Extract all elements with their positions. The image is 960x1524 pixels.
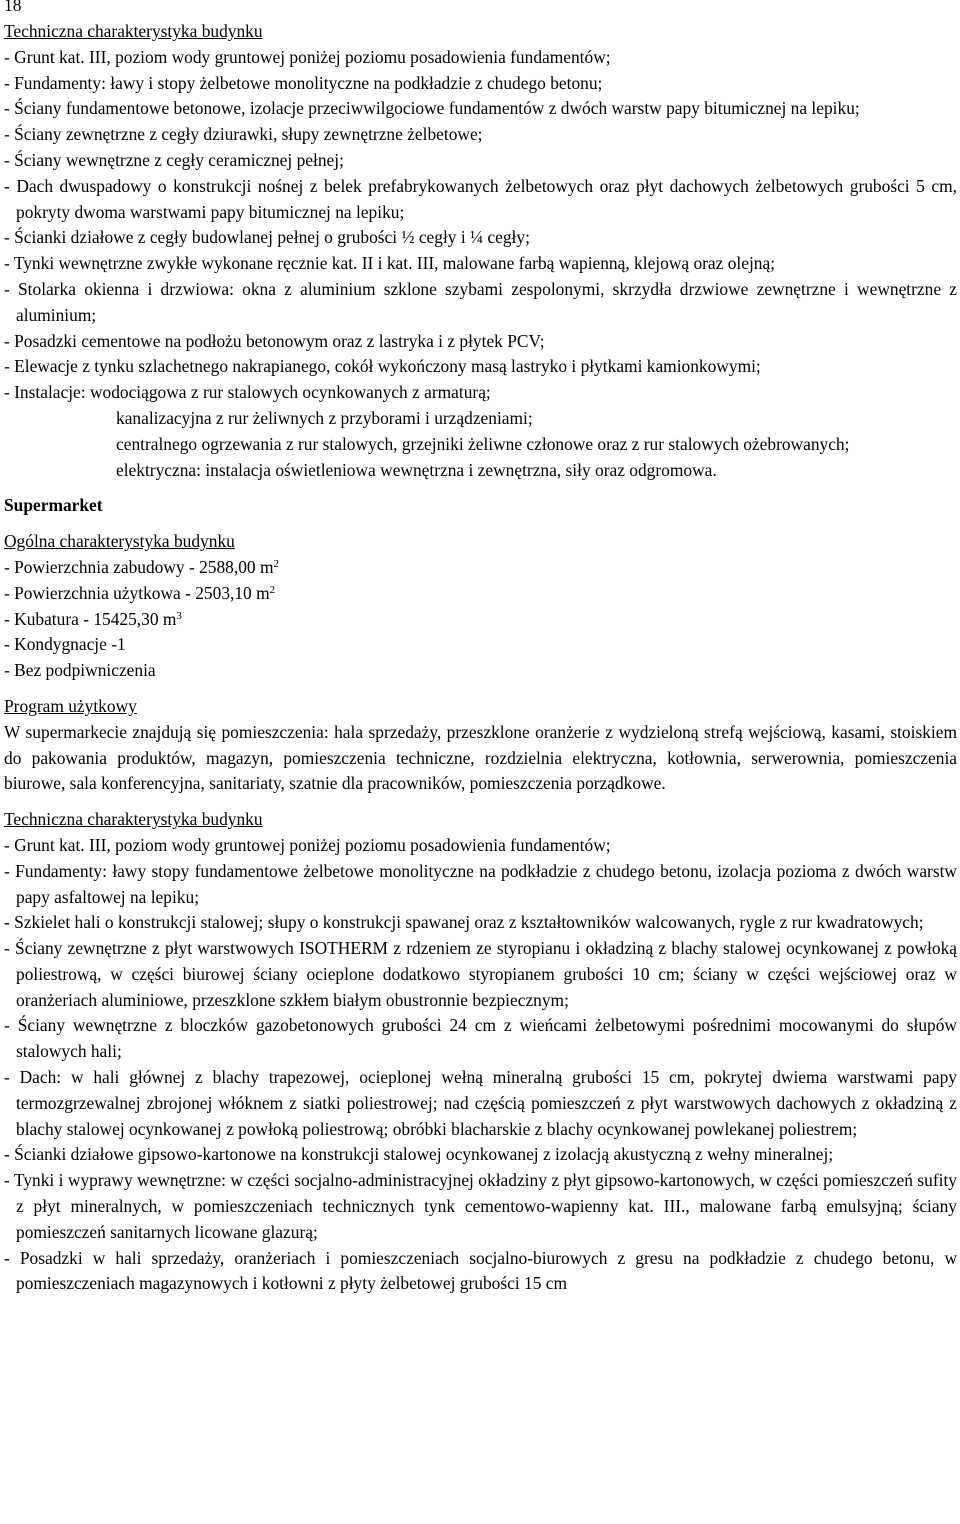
general-heading: Ogólna charakterystyka budynku (4, 531, 235, 552)
installation-line: kanalizacyjna z rur żeliwnych z przyborami i urządzeniami; (116, 407, 533, 428)
superscript: 3 (176, 609, 182, 622)
list-item: - Ściany fundamentowe betonowe, izolacje przeciwwilgociowe fundamentów z dwóch warstw papy bitumicznej na lepiku; (4, 98, 860, 119)
area-usable (4, 581, 957, 607)
installation-line: elektryczna: instalacja oświetleniowa wewnętrzna i zewnętrzna, siły oraz odgromowa. (116, 459, 717, 480)
storeys: - Kondygnacje -1 (4, 634, 126, 655)
list-item: - Posadzki w hali sprzedaży, oranżeriach i pomieszczeniach socjalno-biurowych z gresu na podkładzie z chudego betonu, w pomieszczeniach magazynowych i kotłowni z płyty żelbetowej grubości 15 cm (4, 1247, 957, 1294)
list-item: - Ściany zewnętrzne z płyt warstwowych ISOTHERM z rdzeniem ze styropianu i okładziną z blachy stalowej ocynkowanej z powłoką poliestrową, w części biurowej ściany ocieplone dodatkowo styropianem grubości 10 cm; ściany w części wejściowej oraz w oranżeriach aluminiowe, przeszklone szkłem białym obustronnie bezpiecznym; (4, 938, 957, 1010)
tech-heading-supermarket: Techniczna charakterystyka budynku (4, 809, 263, 830)
list-item: - Stolarka okienna i drzwiowa: okna z aluminium szklone szybami zespolonymi, skrzydła drzwiowe zewnętrzne i wewnętrzne z aluminium; (4, 278, 957, 325)
section-heading-technical: Techniczna charakterystyka budynku (4, 21, 263, 41)
list-item: - Grunt kat. III, poziom wody gruntowej poniżej poziomu posadowienia fundamentów; (4, 834, 611, 855)
installation-line: centralnego ogrzewania z rur stalowych, grzejniki żeliwne członowe oraz z rur stalowych ożebrowanych; (116, 433, 850, 454)
basement: - Bez podpiwniczenia (4, 660, 156, 681)
superscript: 2 (273, 557, 279, 570)
list-item: - Grunt kat. III, poziom wody gruntowej poniżej poziomu posadowienia fundamentów; (4, 46, 611, 67)
supermarket-title: Supermarket (4, 495, 103, 516)
list-item: - Ściany zewnętrzne z cegły dziurawki, słupy zewnętrzne żelbetowe; (4, 124, 483, 145)
list-item: - Posadzki cementowe na podłożu betonowym oraz z lastryka i z płytek PCV; (4, 330, 545, 351)
program-heading: Program użytkowy (4, 695, 137, 716)
superscript: 2 (269, 583, 276, 596)
list-item: - Fundamenty: ławy stopy fundamentowe żelbetowe monolityczne na podkładzie z chudego betonu, izolacja pozioma z dwóch warstw papy asfaltowej na lepiku; (4, 860, 957, 907)
list-item: - Tynki i wyprawy wewnętrzne: w części socjalno-administracyjnej okładziny z płyt gipsowo-kartonowych, w części pomieszczeń sufity z płyt mineralnych, w pomieszczeniach technicznych tynk cementowo-wapienny kat. III., malowane farbą emulsyjną; ściany pomieszczeń sanitarnych licowane glazurą; (4, 1170, 957, 1242)
list-item: - Fundamenty: ławy i stopy żelbetowe monolityczne na podkładzie z chudego betonu; (4, 72, 603, 93)
list-item: - Ściany wewnętrzne z bloczków gazobetonowych grubości 24 cm z wieńcami żelbetowymi pośrednimi mocowanymi do słupów stalowych hali; (4, 1015, 957, 1062)
area-built (4, 555, 957, 581)
technical-list (4, 45, 957, 484)
area-usable-text: - Powierzchnia użytkowa - 2503,10 m (4, 582, 270, 603)
list-item: - Ścianki działowe gipsowo-kartonowe na konstrukcji stalowej ocynkowanej z izolacją akustyczną z wełny mineralnej; (4, 1144, 834, 1165)
volume-text: - Kubatura - 15425,30 m (4, 608, 177, 629)
volume (4, 607, 957, 633)
list-item: - Ściany wewnętrzne z cegły ceramicznej pełnej; (4, 149, 344, 170)
supermarket-technical-list (4, 833, 957, 1297)
document-page (4, 0, 957, 1297)
list-item: - Dach dwuspadowy o konstrukcji nośnej z belek prefabrykowanych żelbetowych oraz płyt dachowych żelbetowych grubości 5 cm, pokryty dwoma warstwami papy bitumicznej na lepiku; (4, 175, 957, 222)
area-built-text: - Powierzchnia zabudowy - 2588,00 m (4, 556, 274, 577)
list-item: - Instalacje: wodociągowa z rur stalowych ocynkowanych z armaturą; (4, 382, 491, 403)
program-text: W supermarkecie znajdują się pomieszczenia: hala sprzedaży, przeszklone oranżerie z wydzieloną strefą wejściową, kasami, stoiskiem do pakowania produktów, magazyn, pomieszczenia techniczne, rozdzielnia elektryczna, kotłownia, serwerownia, pomieszczenia biurowe, sala konferencyjna, sanitariaty, szatnie dla pracowników, pomieszczenia porządkowe. (4, 721, 957, 794)
page-number: 18 (4, 0, 22, 15)
list-item: - Dach: w hali głównej z blachy trapezowej, ocieplonej wełną mineralną grubości 15 cm, pokrytej dwiema warstwami papy termozgrzewalnej zbrojonej włóknem z siatki poliestrowej; nad częścią pomieszczeń z płyt warstwowych dachowych z okładziną z blachy stalowej ocynkowanej z powłoką poliestrową; obróbki blacharskie z blachy ocynkowanej powlekanej poliestrem; (4, 1067, 957, 1139)
list-item: - Szkielet hali o konstrukcji stalowej; słupy o konstrukcji spawanej oraz z kształtowników walcowanych, rygle z rur kwadratowych; (4, 912, 924, 933)
list-item: - Ścianki działowe z cegły budowlanej pełnej o grubości ½ cegły i ¼ cegły; (4, 227, 530, 248)
list-item: - Elewacje z tynku szlachetnego nakrapianego, cokół wykończony masą lastryko i płytkami kamionkowymi; (4, 356, 761, 377)
list-item: - Tynki wewnętrzne zwykłe wykonane ręcznie kat. II i kat. III, malowane farbą wapienną, klejową oraz olejną; (4, 253, 776, 274)
